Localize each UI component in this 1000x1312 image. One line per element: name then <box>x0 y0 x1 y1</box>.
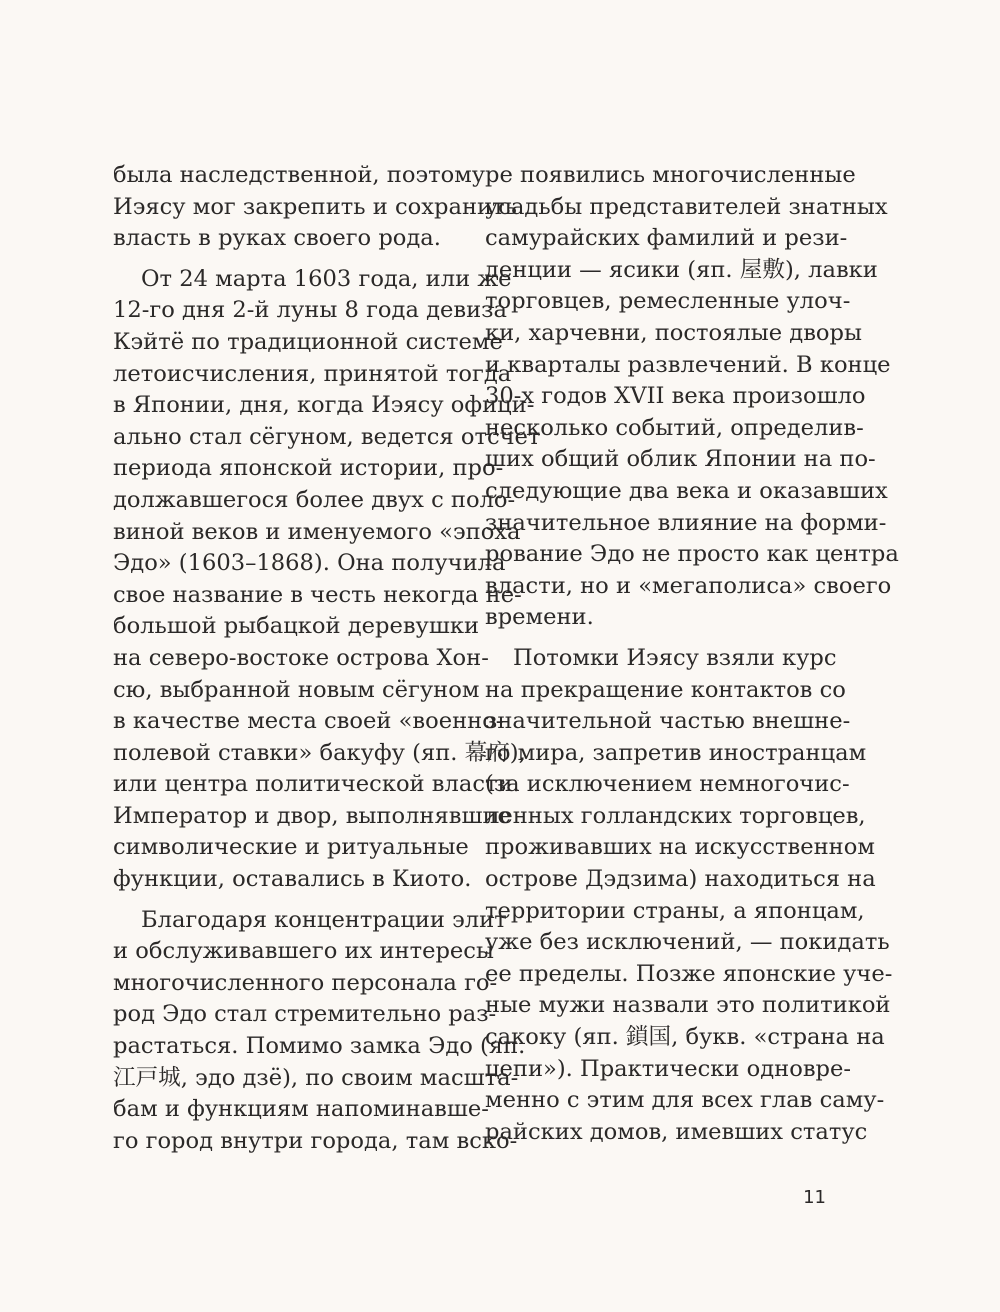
text-line: функции, оставались в Киото. <box>113 866 472 893</box>
text-line: или центра политической власти. <box>113 771 520 798</box>
text-line: виной веков и именуемого «эпоха <box>113 518 521 545</box>
text-line: власти, но и «мегаполиса» своего <box>485 572 892 599</box>
text-line: торговцев, ремесленные улоч- <box>485 288 851 315</box>
text-line: летоисчисления, принятой тогда <box>113 360 512 387</box>
text-line: ные мужи назвали это политикой <box>485 992 891 1019</box>
text-line: денции — ясики (яп. 屋敷), лавки <box>485 256 878 283</box>
text-line: Потомки Иэясу взяли курс <box>513 644 837 671</box>
text-line: Эдо» (1603–1868). Она получила <box>113 550 506 577</box>
text-line: значительное влияние на форми- <box>485 509 887 536</box>
text-line: бам и функциям напоминавше- <box>113 1096 489 1123</box>
text-line: должавшегося более двух с поло- <box>113 486 516 513</box>
text-line: символические и ритуальные <box>113 834 469 861</box>
text-line: растаться. Помимо замка Эдо (яп. <box>113 1033 526 1060</box>
text-line: полевой ставки» бакуфу (яп. 幕府), <box>113 739 526 766</box>
text-line: в Японии, дня, когда Иэясу офици- <box>113 392 535 419</box>
text-line: значительной частью внешне- <box>485 708 851 735</box>
text-line: сакоку (яп. 鎖国, букв. «страна на <box>485 1024 885 1051</box>
text-line: Благодаря концентрации элит <box>141 906 507 933</box>
right-text-column <box>485 160 899 1148</box>
text-line: Кэйтё по традиционной системе <box>113 328 503 355</box>
text-line: времени. <box>485 604 594 631</box>
text-line: власть в руках своего рода. <box>113 225 441 252</box>
text-line: 12-го дня 2-й луны 8 года девиза <box>113 297 507 324</box>
text-line: и обслуживавшего их интересы <box>113 938 494 965</box>
text-line: 30-х годов XVII века произошло <box>485 383 866 410</box>
text-line: ки, харчевни, постоялые дворы <box>485 319 862 346</box>
text-line: сю, выбранной новым сёгуном <box>113 676 480 703</box>
text-line: 江戸城, эдо дзё), по своим масшта- <box>113 1064 519 1091</box>
text-line: многочисленного персонала го- <box>113 969 498 996</box>
text-line: райских домов, имевших статус <box>485 1118 868 1145</box>
text-line: свое название в честь некогда не- <box>113 581 522 608</box>
text-line: менно с этим для всех глав саму- <box>485 1087 885 1114</box>
text-line: (за исключением немногочис- <box>485 771 850 798</box>
text-line: была наследственной, поэтому <box>113 162 486 188</box>
text-line: ших общий облик Японии на по- <box>485 446 876 473</box>
text-line: ре появились многочисленные <box>485 162 856 188</box>
text-line: в качестве места своей «военно- <box>113 708 504 735</box>
text-line: большой рыбацкой деревушки <box>113 613 480 640</box>
text-line: периода японской истории, про- <box>113 455 504 482</box>
text-line: рование Эдо не просто как центра <box>485 541 899 568</box>
text-line: острове Дэдзима) находиться на <box>485 866 876 893</box>
text-line: несколько событий, определив- <box>485 414 864 441</box>
text-line: Иэясу мог закрепить и сохранить <box>113 193 517 220</box>
text-line: От 24 марта 1603 года, или же <box>141 265 512 292</box>
text-line: го город внутри города, там вско- <box>113 1127 518 1154</box>
text-line: проживавших на искусственном <box>485 834 875 861</box>
text-line: го мира, запретив иностранцам <box>485 739 867 766</box>
text-line: территории страны, а японцам, <box>485 897 865 924</box>
page-number: 11 <box>803 1187 826 1208</box>
text-line: Император и двор, выполнявшие <box>113 802 511 829</box>
text-line: цепи»). Практически одновре- <box>485 1055 852 1082</box>
text-line: самурайских фамилий и рези- <box>485 225 848 252</box>
text-line: следующие два века и оказавших <box>485 477 888 504</box>
text-line: ленных голландских торговцев, <box>485 802 866 829</box>
text-line: и кварталы развлечений. В конце <box>485 351 891 378</box>
text-line: на прекращение контактов со <box>485 676 846 703</box>
text-line: ально стал сёгуном, ведется отсчет <box>113 423 541 450</box>
text-line: усадьбы представителей знатных <box>485 193 888 220</box>
text-line: ее пределы. Позже японские уче- <box>485 960 893 987</box>
text-line: на северо-востоке острова Хон- <box>113 644 489 671</box>
text-line: род Эдо стал стремительно раз- <box>113 1001 497 1028</box>
text-line: уже без исключений, — покидать <box>485 929 890 956</box>
